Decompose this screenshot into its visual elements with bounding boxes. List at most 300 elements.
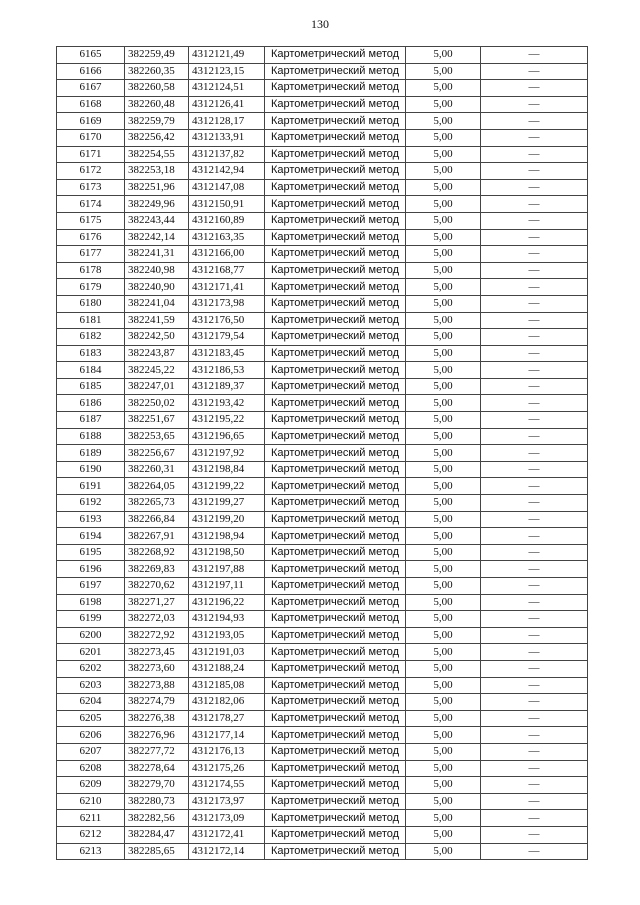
point-number-cell: 6167 bbox=[57, 80, 125, 97]
point-number-cell: 6202 bbox=[57, 660, 125, 677]
x-coordinate-cell: 382273,88 bbox=[125, 677, 189, 694]
method-cell: Картометрический метод bbox=[265, 694, 406, 711]
method-cell: Картометрический метод bbox=[265, 743, 406, 760]
table-row bbox=[57, 594, 588, 611]
y-coordinate-cell: 4312142,94 bbox=[189, 163, 265, 180]
table-row bbox=[57, 345, 588, 362]
y-coordinate-cell: 4312194,93 bbox=[189, 611, 265, 628]
point-number-cell: 6207 bbox=[57, 743, 125, 760]
note-cell: — bbox=[481, 445, 588, 462]
point-number-cell: 6208 bbox=[57, 760, 125, 777]
x-coordinate-cell: 382273,60 bbox=[125, 660, 189, 677]
method-cell: Картометрический метод bbox=[265, 329, 406, 346]
y-coordinate-cell: 4312179,54 bbox=[189, 329, 265, 346]
point-number-cell: 6171 bbox=[57, 146, 125, 163]
x-coordinate-cell: 382249,96 bbox=[125, 196, 189, 213]
y-coordinate-cell: 4312195,22 bbox=[189, 412, 265, 429]
x-coordinate-cell: 382260,31 bbox=[125, 461, 189, 478]
y-coordinate-cell: 4312188,24 bbox=[189, 660, 265, 677]
method-cell: Картометрический метод bbox=[265, 312, 406, 329]
table-row bbox=[57, 528, 588, 545]
note-cell: — bbox=[481, 478, 588, 495]
point-number-cell: 6166 bbox=[57, 63, 125, 80]
y-coordinate-cell: 4312168,77 bbox=[189, 262, 265, 279]
accuracy-cell: 5,00 bbox=[406, 793, 481, 810]
y-coordinate-cell: 4312176,13 bbox=[189, 743, 265, 760]
table-row bbox=[57, 196, 588, 213]
table-row bbox=[57, 96, 588, 113]
x-coordinate-cell: 382241,59 bbox=[125, 312, 189, 329]
point-number-cell: 6210 bbox=[57, 793, 125, 810]
point-number-cell: 6176 bbox=[57, 229, 125, 246]
point-number-cell: 6189 bbox=[57, 445, 125, 462]
x-coordinate-cell: 382279,70 bbox=[125, 777, 189, 794]
table-row bbox=[57, 428, 588, 445]
note-cell: — bbox=[481, 627, 588, 644]
note-cell: — bbox=[481, 461, 588, 478]
accuracy-cell: 5,00 bbox=[406, 129, 481, 146]
accuracy-cell: 5,00 bbox=[406, 212, 481, 229]
accuracy-cell: 5,00 bbox=[406, 229, 481, 246]
table-row bbox=[57, 129, 588, 146]
table-row bbox=[57, 810, 588, 827]
method-cell: Картометрический метод bbox=[265, 793, 406, 810]
y-coordinate-cell: 4312198,94 bbox=[189, 528, 265, 545]
point-number-cell: 6192 bbox=[57, 495, 125, 512]
accuracy-cell: 5,00 bbox=[406, 777, 481, 794]
note-cell: — bbox=[481, 229, 588, 246]
note-cell: — bbox=[481, 677, 588, 694]
note-cell: — bbox=[481, 710, 588, 727]
x-coordinate-cell: 382282,56 bbox=[125, 810, 189, 827]
y-coordinate-cell: 4312133,91 bbox=[189, 129, 265, 146]
point-number-cell: 6191 bbox=[57, 478, 125, 495]
note-cell: — bbox=[481, 843, 588, 860]
coordinates-table-body bbox=[57, 47, 588, 860]
x-coordinate-cell: 382271,27 bbox=[125, 594, 189, 611]
x-coordinate-cell: 382267,91 bbox=[125, 528, 189, 545]
method-cell: Картометрический метод bbox=[265, 528, 406, 545]
note-cell: — bbox=[481, 163, 588, 180]
method-cell: Картометрический метод bbox=[265, 279, 406, 296]
note-cell: — bbox=[481, 329, 588, 346]
y-coordinate-cell: 4312150,91 bbox=[189, 196, 265, 213]
y-coordinate-cell: 4312124,51 bbox=[189, 80, 265, 97]
table-row bbox=[57, 561, 588, 578]
method-cell: Картометрический метод bbox=[265, 627, 406, 644]
note-cell: — bbox=[481, 660, 588, 677]
method-cell: Картометрический метод bbox=[265, 511, 406, 528]
accuracy-cell: 5,00 bbox=[406, 378, 481, 395]
table-row bbox=[57, 395, 588, 412]
y-coordinate-cell: 4312177,14 bbox=[189, 727, 265, 744]
table-row bbox=[57, 212, 588, 229]
table-row bbox=[57, 229, 588, 246]
note-cell: — bbox=[481, 743, 588, 760]
table-row bbox=[57, 246, 588, 263]
x-coordinate-cell: 382250,02 bbox=[125, 395, 189, 412]
accuracy-cell: 5,00 bbox=[406, 544, 481, 561]
accuracy-cell: 5,00 bbox=[406, 810, 481, 827]
accuracy-cell: 5,00 bbox=[406, 63, 481, 80]
point-number-cell: 6182 bbox=[57, 329, 125, 346]
note-cell: — bbox=[481, 644, 588, 661]
y-coordinate-cell: 4312175,26 bbox=[189, 760, 265, 777]
x-coordinate-cell: 382253,18 bbox=[125, 163, 189, 180]
point-number-cell: 6178 bbox=[57, 262, 125, 279]
accuracy-cell: 5,00 bbox=[406, 47, 481, 64]
method-cell: Картометрический метод bbox=[265, 378, 406, 395]
x-coordinate-cell: 382274,79 bbox=[125, 694, 189, 711]
table-row bbox=[57, 461, 588, 478]
table-row bbox=[57, 163, 588, 180]
x-coordinate-cell: 382270,62 bbox=[125, 578, 189, 595]
accuracy-cell: 5,00 bbox=[406, 179, 481, 196]
note-cell: — bbox=[481, 511, 588, 528]
table-row bbox=[57, 362, 588, 379]
accuracy-cell: 5,00 bbox=[406, 843, 481, 860]
table-row bbox=[57, 727, 588, 744]
x-coordinate-cell: 382272,03 bbox=[125, 611, 189, 628]
accuracy-cell: 5,00 bbox=[406, 279, 481, 296]
accuracy-cell: 5,00 bbox=[406, 113, 481, 130]
table-row bbox=[57, 694, 588, 711]
y-coordinate-cell: 4312174,55 bbox=[189, 777, 265, 794]
accuracy-cell: 5,00 bbox=[406, 412, 481, 429]
x-coordinate-cell: 382243,44 bbox=[125, 212, 189, 229]
point-number-cell: 6181 bbox=[57, 312, 125, 329]
point-number-cell: 6177 bbox=[57, 246, 125, 263]
point-number-cell: 6200 bbox=[57, 627, 125, 644]
note-cell: — bbox=[481, 146, 588, 163]
point-number-cell: 6169 bbox=[57, 113, 125, 130]
accuracy-cell: 5,00 bbox=[406, 196, 481, 213]
method-cell: Картометрический метод bbox=[265, 246, 406, 263]
note-cell: — bbox=[481, 694, 588, 711]
table-row bbox=[57, 760, 588, 777]
x-coordinate-cell: 382260,35 bbox=[125, 63, 189, 80]
point-number-cell: 6168 bbox=[57, 96, 125, 113]
accuracy-cell: 5,00 bbox=[406, 478, 481, 495]
note-cell: — bbox=[481, 412, 588, 429]
note-cell: — bbox=[481, 345, 588, 362]
table-row bbox=[57, 511, 588, 528]
note-cell: — bbox=[481, 312, 588, 329]
accuracy-cell: 5,00 bbox=[406, 96, 481, 113]
method-cell: Картометрический метод bbox=[265, 295, 406, 312]
x-coordinate-cell: 382247,01 bbox=[125, 378, 189, 395]
table-row bbox=[57, 146, 588, 163]
method-cell: Картометрический метод bbox=[265, 644, 406, 661]
note-cell: — bbox=[481, 362, 588, 379]
method-cell: Картометрический метод bbox=[265, 163, 406, 180]
note-cell: — bbox=[481, 96, 588, 113]
table-row bbox=[57, 412, 588, 429]
y-coordinate-cell: 4312198,50 bbox=[189, 544, 265, 561]
method-cell: Картометрический метод bbox=[265, 544, 406, 561]
x-coordinate-cell: 382251,96 bbox=[125, 179, 189, 196]
y-coordinate-cell: 4312176,50 bbox=[189, 312, 265, 329]
point-number-cell: 6185 bbox=[57, 378, 125, 395]
table-row bbox=[57, 544, 588, 561]
point-number-cell: 6213 bbox=[57, 843, 125, 860]
y-coordinate-cell: 4312172,14 bbox=[189, 843, 265, 860]
accuracy-cell: 5,00 bbox=[406, 80, 481, 97]
accuracy-cell: 5,00 bbox=[406, 163, 481, 180]
point-number-cell: 6195 bbox=[57, 544, 125, 561]
note-cell: — bbox=[481, 428, 588, 445]
y-coordinate-cell: 4312128,17 bbox=[189, 113, 265, 130]
table-row bbox=[57, 279, 588, 296]
point-number-cell: 6187 bbox=[57, 412, 125, 429]
accuracy-cell: 5,00 bbox=[406, 760, 481, 777]
y-coordinate-cell: 4312172,41 bbox=[189, 826, 265, 843]
note-cell: — bbox=[481, 777, 588, 794]
y-coordinate-cell: 4312199,20 bbox=[189, 511, 265, 528]
note-cell: — bbox=[481, 594, 588, 611]
point-number-cell: 6180 bbox=[57, 295, 125, 312]
table-row bbox=[57, 611, 588, 628]
point-number-cell: 6197 bbox=[57, 578, 125, 595]
method-cell: Картометрический метод bbox=[265, 196, 406, 213]
table-row bbox=[57, 627, 588, 644]
accuracy-cell: 5,00 bbox=[406, 743, 481, 760]
method-cell: Картометрический метод bbox=[265, 826, 406, 843]
method-cell: Картометрический метод bbox=[265, 179, 406, 196]
note-cell: — bbox=[481, 495, 588, 512]
accuracy-cell: 5,00 bbox=[406, 528, 481, 545]
x-coordinate-cell: 382266,84 bbox=[125, 511, 189, 528]
point-number-cell: 6172 bbox=[57, 163, 125, 180]
accuracy-cell: 5,00 bbox=[406, 677, 481, 694]
x-coordinate-cell: 382243,87 bbox=[125, 345, 189, 362]
note-cell: — bbox=[481, 528, 588, 545]
note-cell: — bbox=[481, 544, 588, 561]
table-row bbox=[57, 295, 588, 312]
table-row bbox=[57, 47, 588, 64]
accuracy-cell: 5,00 bbox=[406, 644, 481, 661]
y-coordinate-cell: 4312196,65 bbox=[189, 428, 265, 445]
method-cell: Картометрический метод bbox=[265, 229, 406, 246]
note-cell: — bbox=[481, 246, 588, 263]
table-row bbox=[57, 113, 588, 130]
x-coordinate-cell: 382265,73 bbox=[125, 495, 189, 512]
accuracy-cell: 5,00 bbox=[406, 660, 481, 677]
x-coordinate-cell: 382273,45 bbox=[125, 644, 189, 661]
accuracy-cell: 5,00 bbox=[406, 445, 481, 462]
method-cell: Картометрический метод bbox=[265, 345, 406, 362]
point-number-cell: 6211 bbox=[57, 810, 125, 827]
point-number-cell: 6209 bbox=[57, 777, 125, 794]
method-cell: Картометрический метод bbox=[265, 129, 406, 146]
y-coordinate-cell: 4312166,00 bbox=[189, 246, 265, 263]
accuracy-cell: 5,00 bbox=[406, 495, 481, 512]
y-coordinate-cell: 4312178,27 bbox=[189, 710, 265, 727]
x-coordinate-cell: 382242,14 bbox=[125, 229, 189, 246]
table-row bbox=[57, 445, 588, 462]
table-row bbox=[57, 80, 588, 97]
table-row bbox=[57, 710, 588, 727]
x-coordinate-cell: 382260,48 bbox=[125, 96, 189, 113]
note-cell: — bbox=[481, 179, 588, 196]
point-number-cell: 6186 bbox=[57, 395, 125, 412]
note-cell: — bbox=[481, 196, 588, 213]
y-coordinate-cell: 4312173,97 bbox=[189, 793, 265, 810]
table-row bbox=[57, 63, 588, 80]
y-coordinate-cell: 4312121,49 bbox=[189, 47, 265, 64]
accuracy-cell: 5,00 bbox=[406, 826, 481, 843]
y-coordinate-cell: 4312173,09 bbox=[189, 810, 265, 827]
point-number-cell: 6170 bbox=[57, 129, 125, 146]
table-row bbox=[57, 478, 588, 495]
y-coordinate-cell: 4312196,22 bbox=[189, 594, 265, 611]
table-row bbox=[57, 826, 588, 843]
x-coordinate-cell: 382256,67 bbox=[125, 445, 189, 462]
x-coordinate-cell: 382241,31 bbox=[125, 246, 189, 263]
y-coordinate-cell: 4312193,05 bbox=[189, 627, 265, 644]
method-cell: Картометрический метод bbox=[265, 843, 406, 860]
point-number-cell: 6196 bbox=[57, 561, 125, 578]
note-cell: — bbox=[481, 295, 588, 312]
y-coordinate-cell: 4312182,06 bbox=[189, 694, 265, 711]
accuracy-cell: 5,00 bbox=[406, 461, 481, 478]
y-coordinate-cell: 4312199,27 bbox=[189, 495, 265, 512]
accuracy-cell: 5,00 bbox=[406, 329, 481, 346]
table-row bbox=[57, 660, 588, 677]
method-cell: Картометрический метод bbox=[265, 412, 406, 429]
method-cell: Картометрический метод bbox=[265, 594, 406, 611]
x-coordinate-cell: 382276,38 bbox=[125, 710, 189, 727]
accuracy-cell: 5,00 bbox=[406, 262, 481, 279]
point-number-cell: 6179 bbox=[57, 279, 125, 296]
point-number-cell: 6204 bbox=[57, 694, 125, 711]
note-cell: — bbox=[481, 810, 588, 827]
accuracy-cell: 5,00 bbox=[406, 611, 481, 628]
note-cell: — bbox=[481, 80, 588, 97]
table-row bbox=[57, 179, 588, 196]
table-row bbox=[57, 677, 588, 694]
accuracy-cell: 5,00 bbox=[406, 295, 481, 312]
x-coordinate-cell: 382277,72 bbox=[125, 743, 189, 760]
point-number-cell: 6212 bbox=[57, 826, 125, 843]
x-coordinate-cell: 382242,50 bbox=[125, 329, 189, 346]
note-cell: — bbox=[481, 561, 588, 578]
y-coordinate-cell: 4312193,42 bbox=[189, 395, 265, 412]
accuracy-cell: 5,00 bbox=[406, 694, 481, 711]
point-number-cell: 6206 bbox=[57, 727, 125, 744]
x-coordinate-cell: 382284,47 bbox=[125, 826, 189, 843]
method-cell: Картометрический метод bbox=[265, 578, 406, 595]
point-number-cell: 6165 bbox=[57, 47, 125, 64]
point-number-cell: 6193 bbox=[57, 511, 125, 528]
x-coordinate-cell: 382240,90 bbox=[125, 279, 189, 296]
table-row bbox=[57, 578, 588, 595]
y-coordinate-cell: 4312137,82 bbox=[189, 146, 265, 163]
x-coordinate-cell: 382285,65 bbox=[125, 843, 189, 860]
accuracy-cell: 5,00 bbox=[406, 146, 481, 163]
method-cell: Картометрический метод bbox=[265, 146, 406, 163]
x-coordinate-cell: 382240,98 bbox=[125, 262, 189, 279]
table-row bbox=[57, 495, 588, 512]
table-row bbox=[57, 644, 588, 661]
x-coordinate-cell: 382253,65 bbox=[125, 428, 189, 445]
accuracy-cell: 5,00 bbox=[406, 395, 481, 412]
y-coordinate-cell: 4312186,53 bbox=[189, 362, 265, 379]
note-cell: — bbox=[481, 212, 588, 229]
table-row bbox=[57, 777, 588, 794]
x-coordinate-cell: 382251,67 bbox=[125, 412, 189, 429]
method-cell: Картометрический метод bbox=[265, 212, 406, 229]
x-coordinate-cell: 382254,55 bbox=[125, 146, 189, 163]
x-coordinate-cell: 382264,05 bbox=[125, 478, 189, 495]
method-cell: Картометрический метод bbox=[265, 478, 406, 495]
note-cell: — bbox=[481, 578, 588, 595]
y-coordinate-cell: 4312183,45 bbox=[189, 345, 265, 362]
note-cell: — bbox=[481, 395, 588, 412]
x-coordinate-cell: 382259,79 bbox=[125, 113, 189, 130]
x-coordinate-cell: 382245,22 bbox=[125, 362, 189, 379]
y-coordinate-cell: 4312197,88 bbox=[189, 561, 265, 578]
accuracy-cell: 5,00 bbox=[406, 345, 481, 362]
y-coordinate-cell: 4312189,37 bbox=[189, 378, 265, 395]
method-cell: Картометрический метод bbox=[265, 461, 406, 478]
method-cell: Картометрический метод bbox=[265, 47, 406, 64]
x-coordinate-cell: 382280,73 bbox=[125, 793, 189, 810]
point-number-cell: 6203 bbox=[57, 677, 125, 694]
point-number-cell: 6199 bbox=[57, 611, 125, 628]
table-row bbox=[57, 329, 588, 346]
point-number-cell: 6201 bbox=[57, 644, 125, 661]
note-cell: — bbox=[481, 113, 588, 130]
note-cell: — bbox=[481, 760, 588, 777]
x-coordinate-cell: 382269,83 bbox=[125, 561, 189, 578]
method-cell: Картометрический метод bbox=[265, 611, 406, 628]
method-cell: Картометрический метод bbox=[265, 561, 406, 578]
table-row bbox=[57, 843, 588, 860]
method-cell: Картометрический метод bbox=[265, 428, 406, 445]
accuracy-cell: 5,00 bbox=[406, 511, 481, 528]
y-coordinate-cell: 4312171,41 bbox=[189, 279, 265, 296]
note-cell: — bbox=[481, 129, 588, 146]
page-number: 130 bbox=[311, 17, 329, 31]
method-cell: Картометрический метод bbox=[265, 810, 406, 827]
y-coordinate-cell: 4312198,84 bbox=[189, 461, 265, 478]
method-cell: Картометрический метод bbox=[265, 710, 406, 727]
point-number-cell: 6194 bbox=[57, 528, 125, 545]
y-coordinate-cell: 4312197,92 bbox=[189, 445, 265, 462]
method-cell: Картометрический метод bbox=[265, 495, 406, 512]
y-coordinate-cell: 4312185,08 bbox=[189, 677, 265, 694]
point-number-cell: 6188 bbox=[57, 428, 125, 445]
x-coordinate-cell: 382278,64 bbox=[125, 760, 189, 777]
point-number-cell: 6175 bbox=[57, 212, 125, 229]
table-row bbox=[57, 262, 588, 279]
x-coordinate-cell: 382259,49 bbox=[125, 47, 189, 64]
x-coordinate-cell: 382268,92 bbox=[125, 544, 189, 561]
method-cell: Картометрический метод bbox=[265, 395, 406, 412]
point-number-cell: 6183 bbox=[57, 345, 125, 362]
table-row bbox=[57, 743, 588, 760]
method-cell: Картометрический метод bbox=[265, 727, 406, 744]
y-coordinate-cell: 4312199,22 bbox=[189, 478, 265, 495]
note-cell: — bbox=[481, 727, 588, 744]
x-coordinate-cell: 382256,42 bbox=[125, 129, 189, 146]
accuracy-cell: 5,00 bbox=[406, 428, 481, 445]
accuracy-cell: 5,00 bbox=[406, 362, 481, 379]
y-coordinate-cell: 4312147,08 bbox=[189, 179, 265, 196]
accuracy-cell: 5,00 bbox=[406, 627, 481, 644]
note-cell: — bbox=[481, 262, 588, 279]
